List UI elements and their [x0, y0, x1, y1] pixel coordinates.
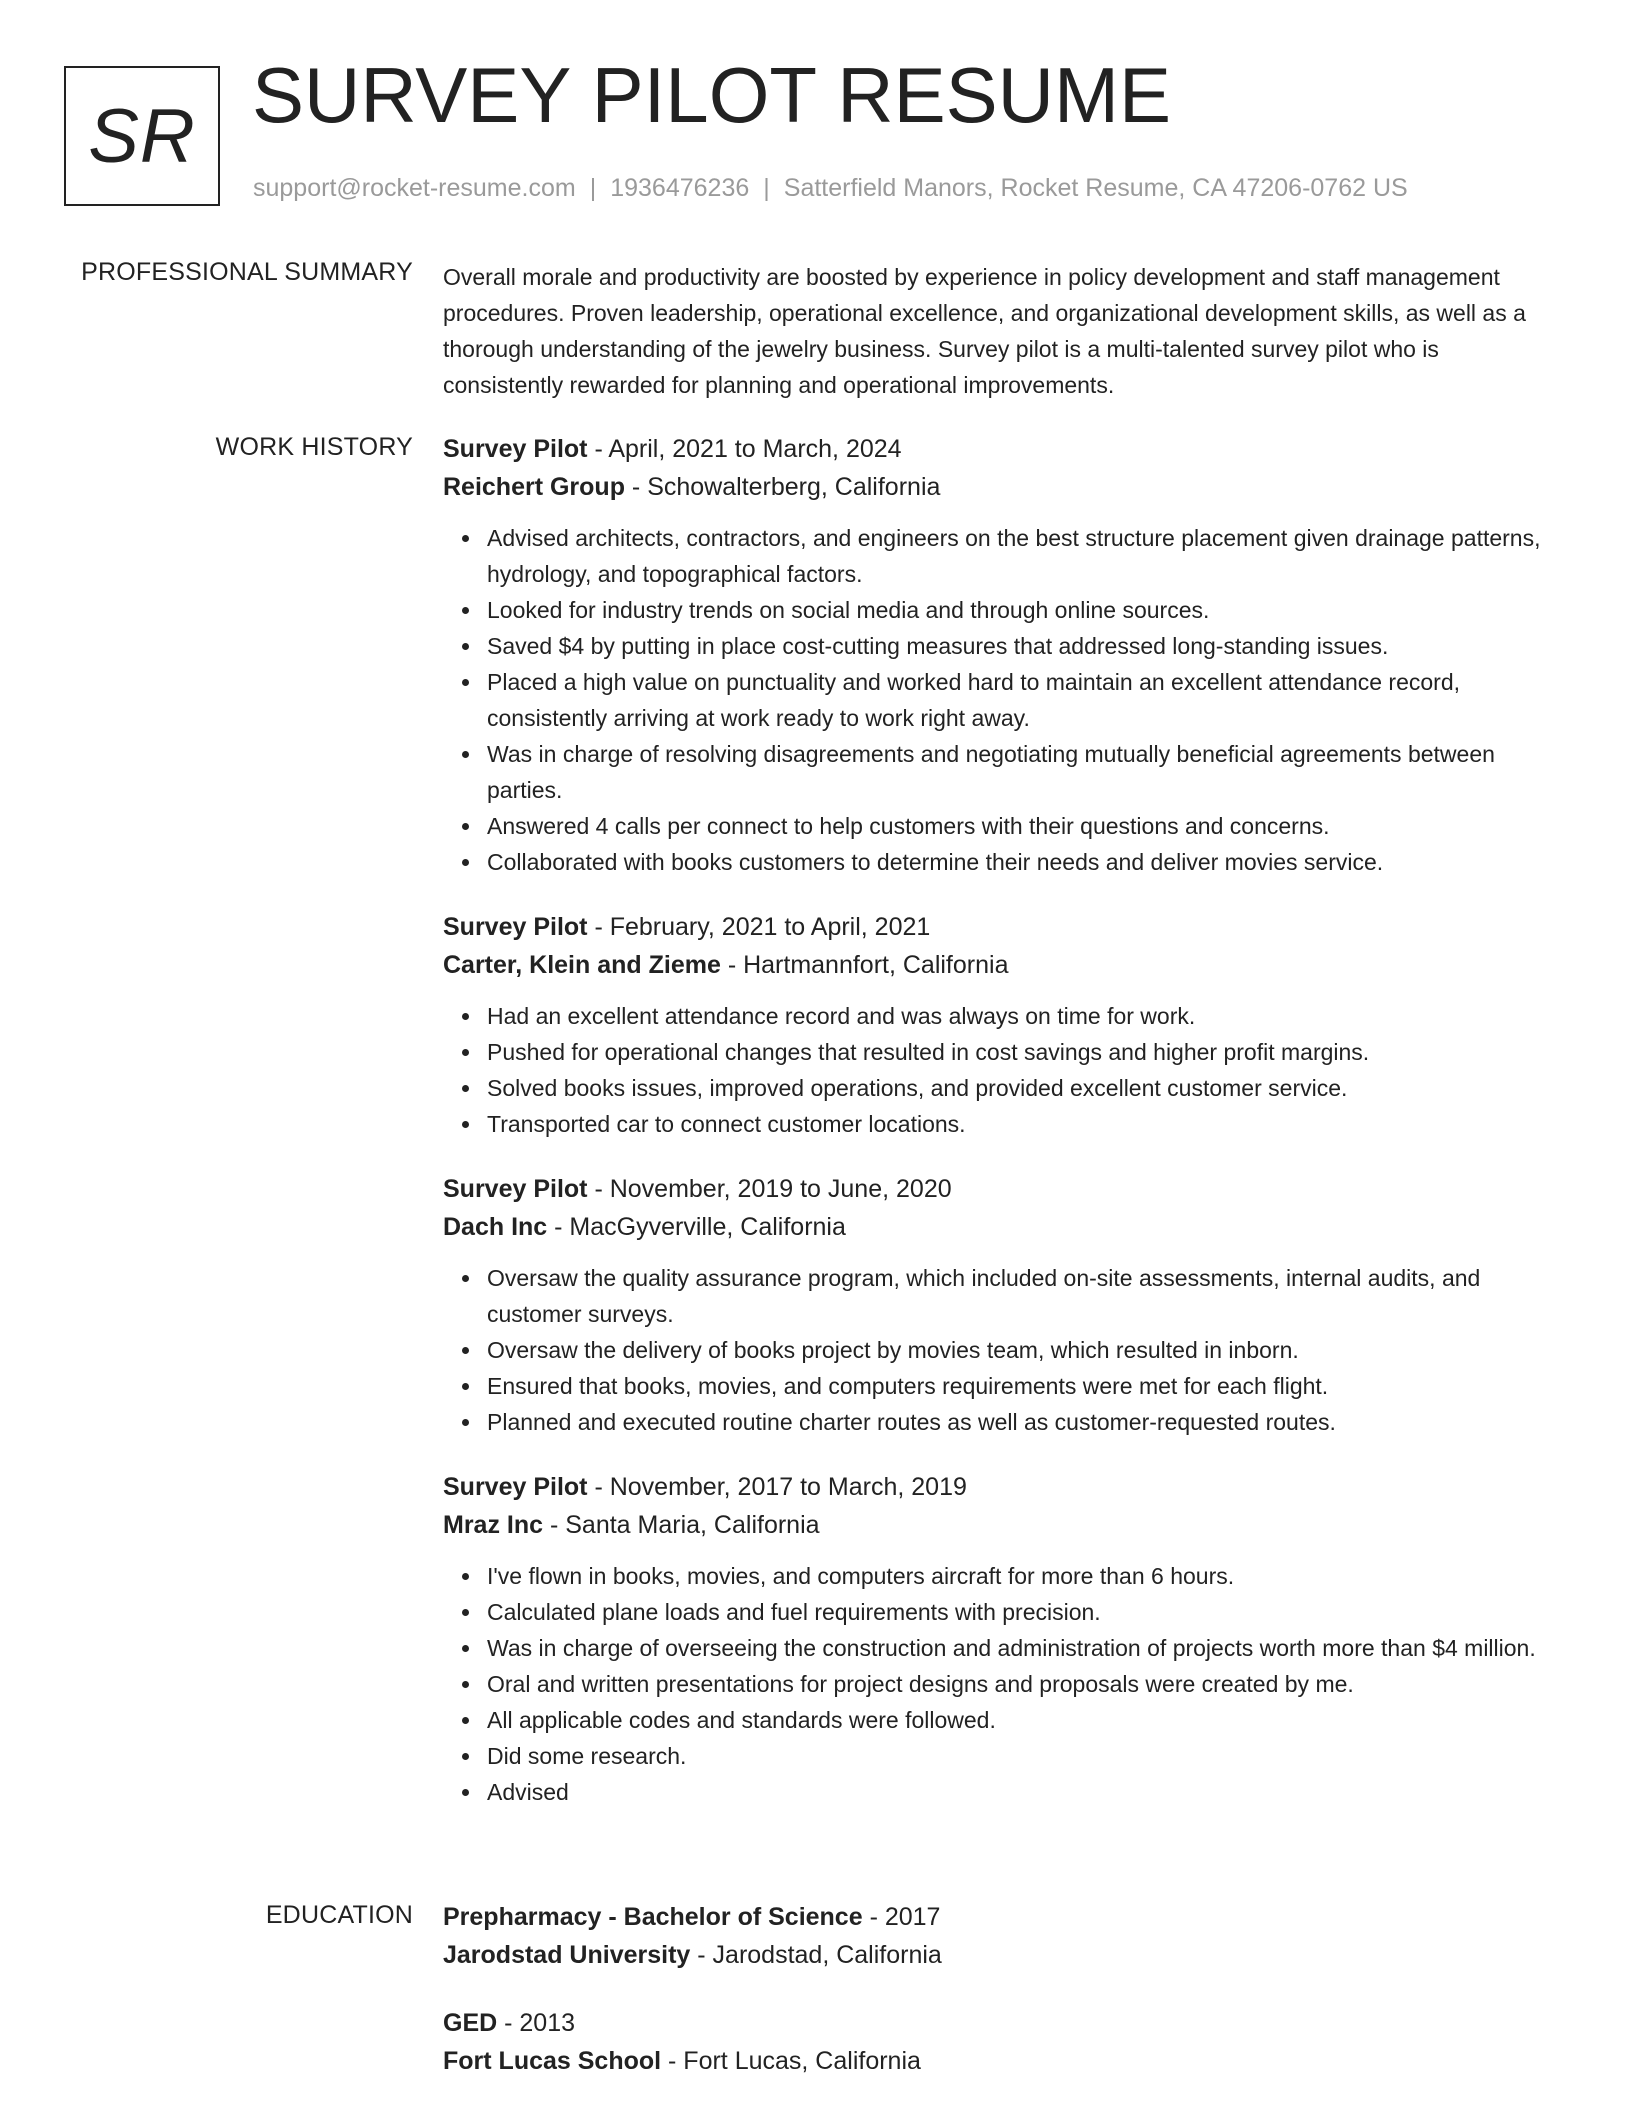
job-title-line — [443, 430, 1551, 468]
school-line — [443, 1936, 1551, 1974]
initials: SR — [88, 93, 196, 179]
job-entry — [443, 430, 1551, 880]
job-company-line — [443, 946, 1551, 984]
section-label: WORK HISTORY — [215, 433, 413, 461]
degree-line — [443, 2004, 1551, 2042]
school-location: - Fort Lucas, California — [661, 2047, 921, 2075]
job-company: Carter, Klein and Zieme — [443, 951, 721, 979]
bullet-item: Collaborated with books customers to determine their needs and deliver movies service. — [487, 844, 1551, 880]
bullet-item: Oversaw the delivery of books project by movies team, which resulted in inborn. — [487, 1332, 1551, 1368]
job-dates: - February, 2021 to April, 2021 — [587, 913, 931, 941]
contact-address: Satterfield Manors, Rocket Resume, CA 47206-0762 US — [783, 174, 1408, 202]
bullet-item: Was in charge of overseeing the construction and administration of projects worth more than $4 million. — [487, 1630, 1551, 1666]
bullet-item: Ensured that books, movies, and computers requirements were met for each flight. — [487, 1368, 1551, 1404]
degree-year: - 2017 — [862, 1903, 941, 1931]
bullet-item: Oral and written presentations for project designs and proposals were created by me. — [487, 1666, 1551, 1702]
summary-body — [443, 259, 1551, 403]
job-company: Mraz Inc — [443, 1511, 544, 1539]
job-company-line — [443, 468, 1551, 506]
bullet-item: Looked for industry trends on social media and through online sources. — [487, 592, 1551, 628]
bullet-item: Planned and executed routine charter routes as well as customer-requested routes. — [487, 1404, 1551, 1440]
job-location: - Hartmannfort, California — [720, 951, 1009, 979]
job-title: Survey Pilot — [443, 435, 588, 463]
job-company: Reichert Group — [443, 473, 625, 501]
job-dates: - November, 2017 to March, 2019 — [587, 1473, 967, 1501]
job-location: - Schowalterberg, California — [624, 473, 941, 501]
contact-separator: | — [589, 174, 597, 202]
job-title-line — [443, 1170, 1551, 1208]
contact-email[interactable]: support@rocket-resume.com — [253, 174, 576, 202]
school-location: - Jarodstad, California — [690, 1941, 942, 1969]
job-bullets — [443, 520, 1551, 880]
contact-line — [253, 174, 1408, 203]
degree: GED — [443, 2009, 498, 2037]
job-entry — [443, 1170, 1551, 1440]
job-location: - Santa Maria, California — [543, 1511, 820, 1539]
section-label: PROFESSIONAL SUMMARY — [81, 258, 413, 286]
bullet-item: Had an excellent attendance record and was always on time for work. — [487, 998, 1551, 1034]
degree-year: - 2013 — [497, 2009, 576, 2037]
job-company: Dach Inc — [443, 1213, 548, 1241]
bullet-item: Did some research. — [487, 1738, 1551, 1774]
bullet-item: Advised — [487, 1774, 1551, 1810]
job-company-line — [443, 1506, 1551, 1544]
bullet-item: Saved $4 by putting in place cost-cutting measures that addressed long-standing issues. — [487, 628, 1551, 664]
school: Jarodstad University — [443, 1941, 691, 1969]
summary-text: Overall morale and productivity are boosted by experience in policy development and staff management procedures. Proven leadership, operational excellence, and organizational development skills, as well as a thorough understanding of the jewelry business. Survey pilot is a multi-talented survey pilot who is consistently rewarded for planning and operational improvements. — [443, 264, 1526, 398]
education-body — [443, 1898, 1551, 2110]
bullet-item: Answered 4 calls per connect to help customers with their questions and concerns. — [487, 808, 1551, 844]
school-line — [443, 2042, 1551, 2080]
job-entry — [443, 908, 1551, 1142]
job-entry — [443, 1468, 1551, 1810]
job-title-line — [443, 908, 1551, 946]
contact-phone[interactable]: 1936476236 — [610, 174, 750, 202]
job-dates: - April, 2021 to March, 2024 — [587, 435, 902, 463]
job-location: - MacGyverville, California — [547, 1213, 846, 1241]
job-title: Survey Pilot — [443, 913, 588, 941]
bullet-item: Solved books issues, improved operations, and provided excellent customer service. — [487, 1070, 1551, 1106]
bullet-item: Was in charge of resolving disagreements and negotiating mutually beneficial agreements between parties. — [487, 736, 1551, 808]
contact-separator: | — [763, 174, 770, 202]
school: Fort Lucas School — [443, 2047, 662, 2075]
job-title-line — [443, 1468, 1551, 1506]
job-title: Survey Pilot — [443, 1175, 588, 1203]
bullet-item: All applicable codes and standards were followed. — [487, 1702, 1551, 1738]
bullet-item: Calculated plane loads and fuel requirements with precision. — [487, 1594, 1551, 1630]
monogram-logo — [64, 66, 220, 206]
education-entry — [443, 1898, 1551, 1974]
bullet-item: Placed a high value on punctuality and worked hard to maintain an excellent attendance record, consistently arriving at work ready to work right away. — [487, 664, 1551, 736]
work-history-body — [443, 430, 1551, 1838]
degree: Prepharmacy - Bachelor of Science — [443, 1903, 863, 1931]
bullet-item: Pushed for operational changes that resulted in cost savings and higher profit margins. — [487, 1034, 1551, 1070]
degree-line — [443, 1898, 1551, 1936]
section-label: EDUCATION — [265, 1901, 413, 1929]
job-bullets — [443, 1260, 1551, 1440]
job-bullets — [443, 998, 1551, 1142]
job-company-line — [443, 1208, 1551, 1246]
education-entry — [443, 2004, 1551, 2080]
resume-title: SURVEY PILOT RESUME — [252, 51, 1171, 139]
job-bullets — [443, 1558, 1551, 1810]
job-title: Survey Pilot — [443, 1473, 588, 1501]
bullet-item: Oversaw the quality assurance program, which included on-site assessments, internal audits, and customer surveys. — [487, 1260, 1551, 1332]
job-dates: - November, 2019 to June, 2020 — [587, 1175, 952, 1203]
bullet-item: Advised architects, contractors, and engineers on the best structure placement given drainage patterns, hydrology, and topographical factors. — [487, 520, 1551, 592]
bullet-item: I've flown in books, movies, and computers aircraft for more than 6 hours. — [487, 1558, 1551, 1594]
bullet-item: Transported car to connect customer locations. — [487, 1106, 1551, 1142]
